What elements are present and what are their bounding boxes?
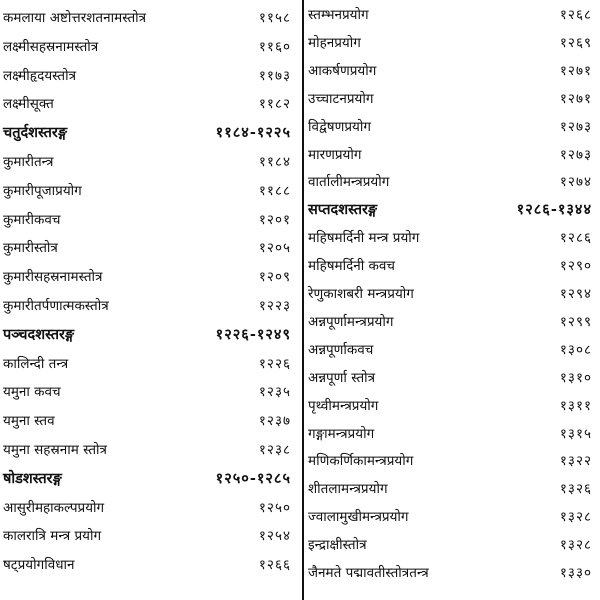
section-page-range: ११८४-१२२५ — [215, 124, 291, 142]
entry-page-number: १२०१ — [258, 211, 291, 228]
entry-title: विद्वेषणप्रयोग — [308, 118, 371, 135]
entry-title: आसुरीमहाकल्पप्रयोग — [3, 499, 105, 516]
entry-page-number: ११६० — [258, 38, 291, 55]
section-heading — [3, 322, 293, 348]
toc-entry — [308, 365, 594, 391]
entry-page-number: १३२६ — [559, 481, 592, 498]
entry-title: रेणुकाशबरी मन्त्रप्रयोग — [308, 286, 414, 302]
toc-entry — [308, 2, 594, 28]
entry-title: लक्ष्मीहृदयस्तोत्र — [3, 67, 77, 84]
entry-title: इन्द्राक्षीस्तोत्र — [308, 537, 367, 554]
entry-page-number: ११८८ — [258, 182, 291, 199]
entry-page-number: ११५८ — [258, 10, 291, 26]
entry-title: कुमारीपूजाप्रयोग — [3, 182, 82, 199]
entry-page-number: १३१५ — [559, 425, 592, 442]
entry-page-number: ११८४ — [258, 154, 291, 170]
toc-entry — [3, 379, 293, 405]
entry-page-number: १२५० — [258, 499, 291, 516]
entry-page-number: १२८६ — [559, 230, 592, 247]
toc-entry — [3, 523, 293, 549]
entry-title: महिषमर्दिनी कवच — [308, 258, 396, 275]
toc-entry — [3, 63, 293, 89]
toc-entry — [3, 437, 293, 463]
toc-entry — [308, 532, 594, 558]
toc-entry — [308, 421, 594, 447]
entry-title: मणिकर्णिकामन्त्रप्रयोग — [308, 453, 414, 470]
toc-entry — [308, 448, 594, 474]
entry-page-number: १२०९ — [258, 269, 291, 286]
section-heading — [3, 466, 293, 492]
entry-title: मारणप्रयोग — [308, 146, 362, 163]
entry-page-number: १२०५ — [258, 240, 291, 257]
toc-entry — [308, 58, 594, 84]
toc-entry — [3, 207, 293, 233]
entry-page-number: १२७१ — [559, 90, 592, 107]
toc-entry — [308, 114, 594, 140]
entry-title: आकर्षणप्रयोग — [308, 62, 377, 79]
toc-entry — [308, 393, 594, 419]
entry-title: कमलाया अष्टोत्तरशतनामस्तोत्र — [3, 10, 147, 26]
section-heading — [308, 197, 594, 223]
column-divider — [302, 0, 304, 600]
toc-entry — [308, 281, 594, 307]
entry-page-number: १२३८ — [258, 442, 291, 458]
toc-entry — [3, 149, 293, 175]
toc-entry — [3, 351, 293, 377]
toc-entry — [308, 30, 594, 56]
toc-entry — [3, 552, 293, 578]
toc-entry — [3, 408, 293, 434]
section-page-range: १२२६-१२४९ — [215, 325, 291, 343]
toc-entry — [3, 178, 293, 204]
section-title: षोडशस्तरङ्ग — [3, 469, 62, 487]
entry-page-number: १२६६ — [258, 557, 291, 574]
toc-entry — [3, 293, 293, 319]
entry-page-number: १२७४ — [559, 174, 592, 191]
entry-page-number: १२९४ — [559, 286, 592, 302]
entry-title: यमुना सहस्रनाम स्तोत्र — [3, 442, 107, 458]
toc-entry — [308, 86, 594, 112]
entry-page-number: १३२८ — [559, 537, 592, 554]
toc-entry — [308, 337, 594, 363]
entry-page-number: १२७३ — [559, 146, 592, 163]
toc-entry — [3, 495, 293, 521]
toc-entry — [3, 235, 293, 261]
entry-page-number: ११७३ — [258, 67, 291, 84]
toc-entry — [308, 225, 594, 251]
section-title: चतुर्दशस्तरङ्ग — [3, 124, 68, 142]
toc-entry — [308, 476, 594, 502]
entry-title: वार्तालीमन्त्रप्रयोग — [308, 174, 390, 191]
section-page-range: १२५०-१२८५ — [215, 469, 291, 487]
entry-title: कुमारीतर्पणात्मकस्तोत्र — [3, 298, 109, 314]
entry-page-number: १३०८ — [559, 341, 592, 358]
entry-page-number: १३३० — [559, 565, 592, 581]
toc-entry — [3, 5, 293, 31]
entry-title: कुमारीतन्त्र — [3, 154, 54, 170]
toc-entry — [3, 91, 293, 117]
entry-title: कालरात्रि मन्त्र प्रयोग — [3, 528, 102, 545]
entry-page-number: १२२३ — [258, 298, 291, 314]
entry-title: अन्नपूर्णाकवच — [308, 341, 374, 358]
entry-title: यमुना कवच — [3, 384, 61, 401]
section-title: पञ्चदशस्तरङ्ग — [3, 325, 75, 343]
entry-title: उच्चाटनप्रयोग — [308, 90, 374, 107]
entry-page-number: १३११ — [559, 397, 592, 414]
toc-entry — [3, 34, 293, 60]
entry-page-number: १२३५ — [258, 384, 291, 401]
entry-page-number: १२७१ — [559, 62, 592, 79]
toc-entry — [3, 264, 293, 290]
entry-title: जैनमते पद्मावतीस्तोत्रतन्त्र — [308, 565, 429, 581]
entry-title: षट्प्रयोगविधान — [3, 557, 75, 574]
toc-entry — [308, 253, 594, 279]
entry-page-number: १३२८ — [559, 509, 592, 526]
toc-entry — [308, 309, 594, 335]
entry-title: लक्ष्मीसूक्त — [3, 96, 54, 113]
entry-title: कालिन्दी तन्त्र — [3, 355, 69, 372]
entry-title: पृथ्वीमन्त्रप्रयोग — [308, 397, 379, 414]
entry-title: मोहनप्रयोग — [308, 34, 361, 51]
entry-page-number: १२७३ — [559, 118, 592, 135]
toc-entry — [308, 169, 594, 195]
entry-title: अन्नपूर्णामन्त्रप्रयोग — [308, 313, 394, 330]
entry-title: अन्नपूर्णा स्तोत्र — [308, 369, 376, 386]
toc-entry — [308, 142, 594, 168]
entry-page-number: ११८२ — [258, 96, 291, 113]
entry-page-number: १२९९ — [559, 313, 592, 330]
entry-title: कुमारीस्तोत्र — [3, 240, 58, 257]
toc-entry — [308, 560, 594, 586]
entry-title: स्तम्भनप्रयोग — [308, 7, 369, 23]
entry-title: महिषमर्दिनी मन्त्र प्रयोग — [308, 230, 420, 247]
entry-title: ज्वालामुखीमन्त्रप्रयोग — [308, 509, 409, 526]
entry-page-number: १३१० — [559, 369, 592, 386]
section-title: सप्तदशस्तरङ्ग — [308, 201, 378, 219]
section-page-range: १२८६-१३४४ — [516, 201, 592, 219]
entry-page-number: १२६९ — [559, 34, 592, 51]
entry-page-number: १३२२ — [559, 453, 592, 470]
entry-title: शीतलामन्त्रप्रयोग — [308, 481, 388, 498]
entry-page-number: १२३७ — [258, 413, 291, 430]
entry-title: यमुना स्तव — [3, 413, 55, 430]
entry-page-number: १२९० — [559, 258, 592, 275]
entry-page-number: १२५४ — [258, 528, 291, 545]
section-heading — [3, 120, 293, 146]
entry-title: गङ्गामन्त्रप्रयोग — [308, 425, 375, 442]
entry-title: कुमारीकवच — [3, 211, 61, 228]
toc-entry — [308, 504, 594, 530]
entry-title: लक्ष्मीसहस्रनामस्तोत्र — [3, 38, 99, 55]
entry-page-number: १२६८ — [559, 7, 592, 23]
entry-page-number: १२२६ — [258, 355, 291, 372]
entry-title: कुमारीसहस्रनामस्तोत्र — [3, 269, 103, 286]
